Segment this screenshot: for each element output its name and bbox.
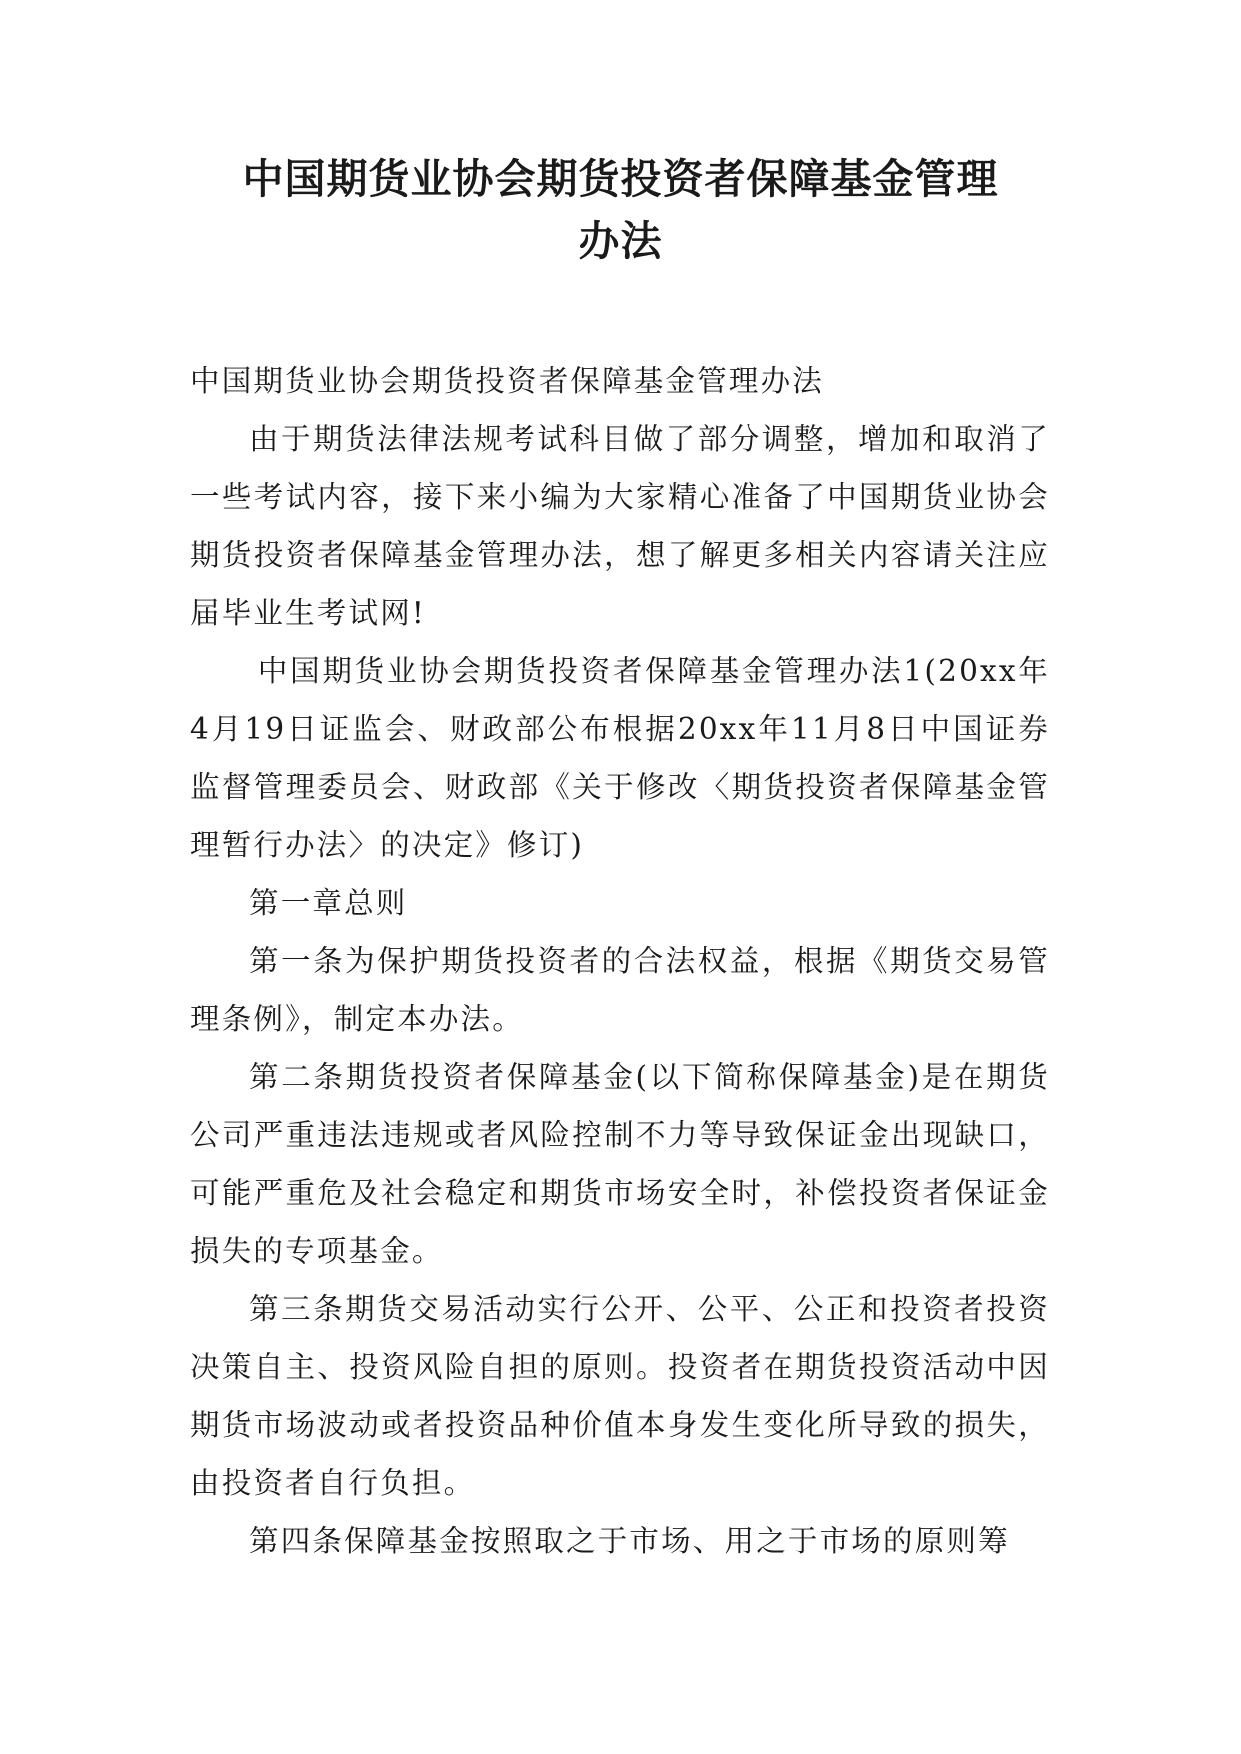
chapter-heading: 第一章总则 — [249, 886, 408, 920]
document-title — [150, 148, 1091, 272]
intro-paragraph: 由于期货法律法规考试科目做了部分调整，增加和取消了一些考试内容，接下来小编为大家精心准备了中国期货业协会期货投资者保障基金管理办法，想了解更多相关内容请关注应届毕业生考试网! — [190, 422, 1050, 630]
document-title-line-1: 中国期货业协会期货投资者保障基金管理 — [242, 155, 999, 203]
article-4-paragraph: 第四条保障基金按照取之于市场、用之于市场的原则筹 — [249, 1524, 1010, 1558]
document-body — [190, 352, 1050, 1570]
document-title-line-2: 办法 — [578, 217, 663, 265]
regulation-heading-paragraph: 中国期货业协会期货投资者保障基金管理办法1(20xx年4月19日证监会、财政部公布根据20xx年11月8日中国证券监督管理委员会、财政部《关于修改〈期货投资者保障基金管理暂行办法〉的决定》修订) — [190, 654, 1050, 862]
article-2-paragraph: 第二条期货投资者保障基金(以下简称保障基金)是在期货公司严重违法违规或者风险控制不力等导致保证金出现缺口，可能严重危及社会稳定和期货市场安全时，补偿投资者保证金损失的专项基金。 — [190, 1060, 1050, 1268]
article-1-paragraph: 第一条为保护期货投资者的合法权益，根据《期货交易管理条例》，制定本办法。 — [190, 944, 1050, 1036]
article-3-paragraph: 第三条期货交易活动实行公开、公平、公正和投资者投资决策自主、投资风险自担的原则。投资者在期货投资活动中因期货市场波动或者投资品种价值本身发生变化所导致的损失，由投资者自行负担。 — [190, 1292, 1050, 1500]
document-subtitle: 中国期货业协会期货投资者保障基金管理办法 — [190, 364, 825, 398]
